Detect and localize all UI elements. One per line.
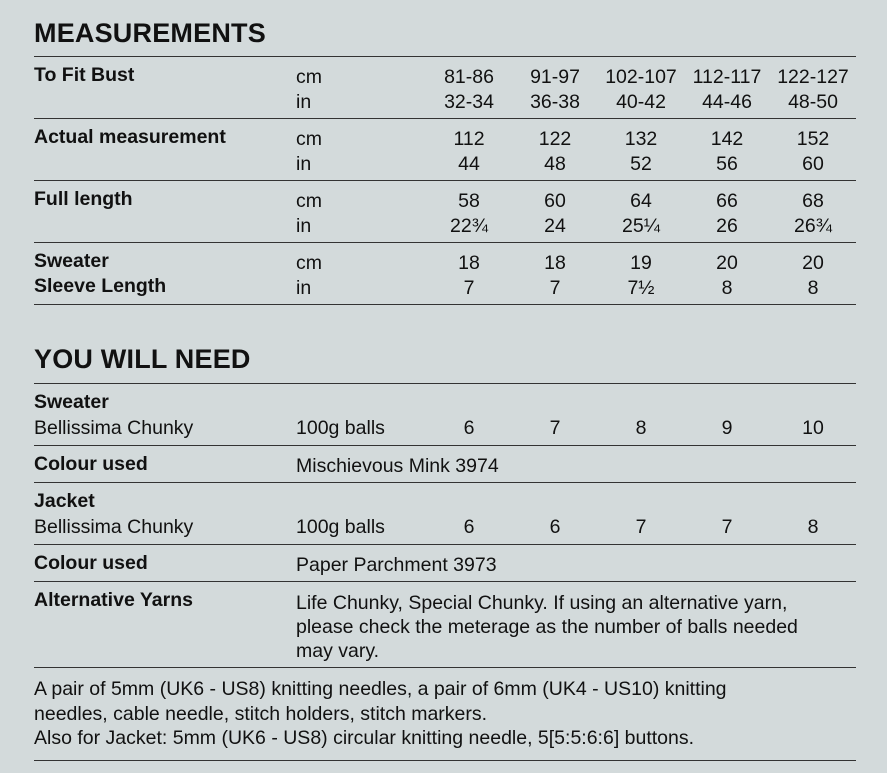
alternative-text: [296, 591, 856, 663]
ball-count: 9: [721, 417, 733, 439]
size-value: 18: [544, 252, 566, 274]
size-value: 8: [807, 277, 819, 299]
size-value: 122: [538, 128, 572, 150]
size-value: 7: [549, 277, 561, 299]
size-value: 81-86: [444, 66, 494, 88]
yarn-name: Bellissima Chunky: [34, 516, 194, 538]
size-value: 102-107: [605, 66, 677, 88]
size-value: 132: [624, 128, 658, 150]
ball-count: 7: [721, 516, 733, 538]
alternative-line: please check the meterage as the number of balls needed: [296, 616, 798, 638]
size-value: 68: [802, 190, 824, 212]
garment-heading: Sweater: [34, 391, 109, 413]
yarn-unit: 100g balls: [296, 417, 385, 439]
size-value: 52: [630, 153, 652, 175]
size-value: 26: [716, 215, 738, 237]
size-value: 26¾: [794, 215, 832, 237]
row-label: Sleeve Length: [34, 275, 167, 297]
size-value: 152: [796, 128, 830, 150]
notes-line: Also for Jacket: 5mm (UK6 - US8) circular knitting needle, 5[5:5:6:6] buttons.: [34, 727, 695, 749]
ball-count: 6: [463, 417, 475, 439]
unit-in: in: [296, 91, 312, 113]
size-value: 48: [544, 153, 566, 175]
size-value: 7½: [627, 277, 655, 299]
size-value: 36-38: [530, 91, 580, 113]
size-value: 60: [802, 153, 824, 175]
colour-label: Colour used: [34, 552, 148, 574]
unit-in: in: [296, 215, 312, 237]
ball-count: 6: [463, 516, 475, 538]
alternative-line: Life Chunky, Special Chunky. If using an alternative yarn,: [296, 592, 788, 614]
size-value: 44: [458, 153, 480, 175]
size-value: 122-127: [777, 66, 849, 88]
ball-count: 10: [802, 417, 824, 439]
ball-count: 7: [635, 516, 647, 538]
divider: [34, 180, 856, 181]
row-label: Actual measurement: [34, 126, 226, 148]
divider: [34, 304, 856, 305]
divider: [34, 242, 856, 243]
unit-in: in: [296, 153, 312, 175]
size-value: 112: [453, 128, 485, 150]
row-label: To Fit Bust: [34, 64, 135, 86]
size-value: 24: [544, 215, 566, 237]
size-value: 112-117: [692, 66, 762, 88]
ball-count: 7: [549, 417, 561, 439]
alternative-label: Alternative Yarns: [34, 589, 193, 611]
divider: [34, 544, 856, 545]
size-value: 60: [544, 190, 566, 212]
notes-line: A pair of 5mm (UK6 - US8) knitting needles, a pair of 6mm (UK4 - US10) knitting: [34, 678, 727, 700]
size-value: 25¼: [622, 215, 660, 237]
garment-heading: Jacket: [34, 490, 95, 512]
size-value: 40-42: [616, 91, 666, 113]
size-value: 20: [802, 252, 824, 274]
needles-notes: [34, 677, 856, 751]
size-value: 64: [630, 190, 652, 212]
ball-count: 6: [549, 516, 561, 538]
divider: [34, 482, 856, 483]
size-value: 22¾: [450, 215, 488, 237]
divider: [34, 56, 856, 57]
you-will-need-title: YOU WILL NEED: [34, 344, 251, 374]
unit-in: in: [296, 277, 312, 299]
ball-count: 8: [635, 417, 647, 439]
size-value: 20: [716, 252, 738, 274]
size-value: 8: [721, 277, 733, 299]
measurements-title: MEASUREMENTS: [34, 18, 266, 48]
size-value: 91-97: [530, 66, 580, 88]
size-value: 58: [458, 190, 480, 212]
row-label: Full length: [34, 188, 133, 210]
divider: [34, 383, 856, 384]
size-value: 7: [463, 277, 475, 299]
unit-cm: cm: [296, 66, 322, 88]
unit-cm: cm: [296, 128, 322, 150]
divider: [34, 760, 856, 761]
ball-count: 8: [807, 516, 819, 538]
divider: [34, 118, 856, 119]
notes-line: needles, cable needle, stitch holders, stitch markers.: [34, 702, 488, 725]
size-value: 48-50: [788, 91, 838, 113]
row-label: Sweater: [34, 250, 109, 272]
alternative-line: may vary.: [296, 640, 380, 662]
size-value: 56: [716, 153, 738, 175]
size-value: 32-34: [444, 91, 494, 113]
unit-cm: cm: [296, 190, 322, 212]
size-value: 19: [630, 252, 652, 274]
yarn-unit: 100g balls: [296, 516, 385, 538]
colour-value: Paper Parchment 3973: [296, 554, 497, 576]
size-value: 18: [458, 252, 480, 274]
unit-cm: cm: [296, 252, 322, 274]
size-value: 44-46: [702, 91, 752, 113]
colour-value: Mischievous Mink 3974: [296, 455, 499, 477]
divider: [34, 667, 856, 668]
colour-label: Colour used: [34, 453, 148, 475]
yarn-name: Bellissima Chunky: [34, 417, 194, 439]
divider: [34, 581, 856, 582]
divider: [34, 445, 856, 446]
size-value: 142: [710, 128, 744, 150]
size-value: 66: [716, 190, 738, 212]
